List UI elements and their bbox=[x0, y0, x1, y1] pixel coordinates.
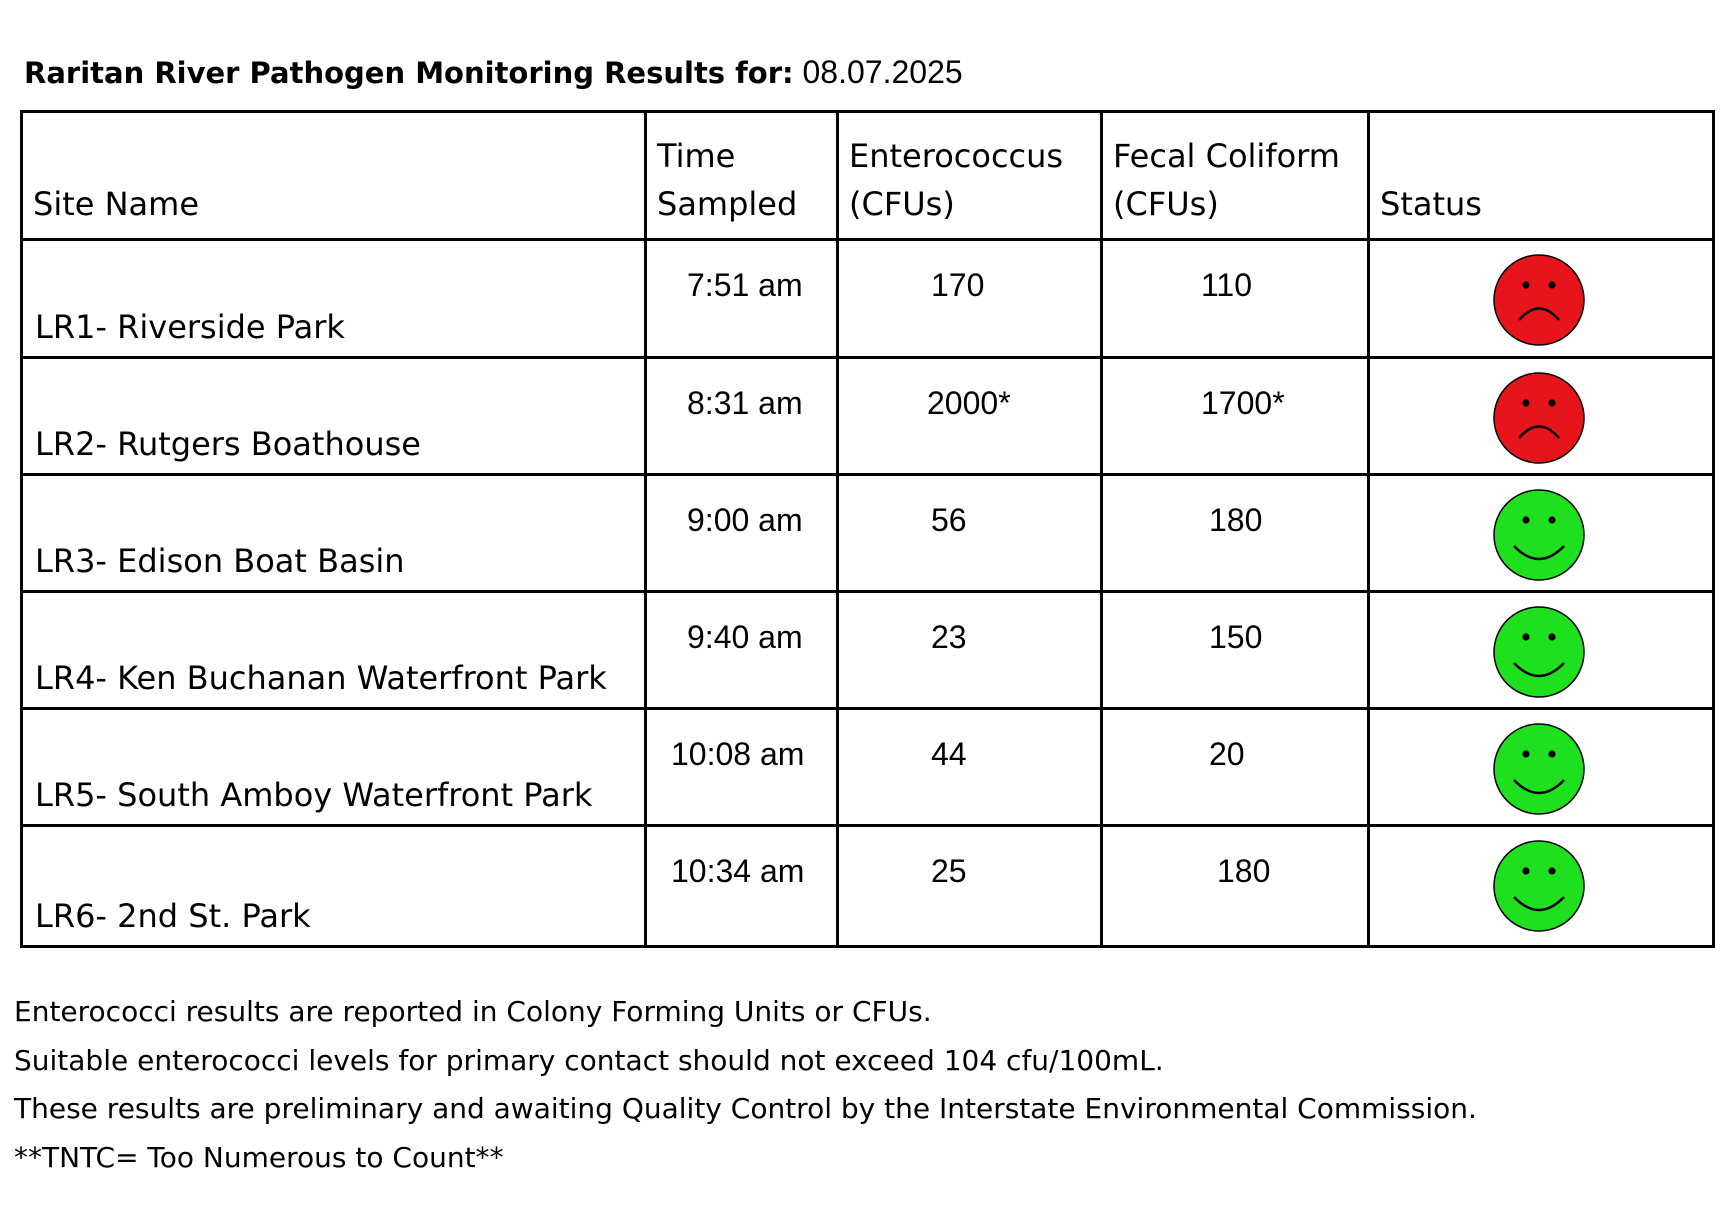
cell-enterococcus bbox=[838, 475, 1102, 592]
footnotes bbox=[14, 988, 1477, 1182]
table-row bbox=[22, 826, 1714, 947]
time-sampled: 9:40 am bbox=[687, 619, 803, 655]
table-row bbox=[22, 709, 1714, 826]
sad-face-icon bbox=[1492, 371, 1586, 465]
header-status: Status bbox=[1369, 112, 1714, 240]
results-table bbox=[20, 110, 1715, 948]
time-sampled: 7:51 am bbox=[687, 267, 803, 303]
title-date: 08.07.2025 bbox=[802, 54, 963, 90]
enterococcus-value: 23 bbox=[931, 619, 967, 655]
happy-face-icon bbox=[1492, 488, 1586, 582]
site-name: LR2- Rutgers Boathouse bbox=[35, 425, 421, 463]
header-site-name: Site Name bbox=[22, 112, 646, 240]
fecal-coliform-value: 180 bbox=[1217, 853, 1271, 889]
cell-fecal-coliform bbox=[1102, 475, 1369, 592]
fecal-coliform-value: 110 bbox=[1201, 267, 1253, 303]
cell-site-name bbox=[22, 709, 646, 826]
site-name: LR1- Riverside Park bbox=[35, 308, 345, 346]
cell-enterococcus bbox=[838, 709, 1102, 826]
enterococcus-value: 2000* bbox=[927, 385, 1011, 421]
time-sampled: 10:08 am bbox=[671, 736, 805, 772]
time-sampled: 8:31 am bbox=[687, 385, 803, 421]
cell-status bbox=[1369, 240, 1714, 358]
sad-face-icon bbox=[1492, 253, 1586, 347]
cell-enterococcus bbox=[838, 240, 1102, 358]
enterococcus-value: 56 bbox=[931, 502, 967, 538]
cell-status bbox=[1369, 358, 1714, 475]
fecal-coliform-value: 180 bbox=[1209, 502, 1263, 538]
page-title bbox=[24, 50, 963, 95]
cell-status bbox=[1369, 592, 1714, 709]
cell-fecal-coliform bbox=[1102, 240, 1369, 358]
cell-fecal-coliform bbox=[1102, 358, 1369, 475]
note-line: Suitable enterococci levels for primary contact should not exceed 104 cfu/100mL. bbox=[14, 1043, 1164, 1077]
fecal-coliform-value: 150 bbox=[1209, 619, 1263, 655]
enterococcus-value: 170 bbox=[931, 267, 985, 303]
cell-site-name bbox=[22, 358, 646, 475]
cell-enterococcus bbox=[838, 826, 1102, 947]
cell-site-name bbox=[22, 240, 646, 358]
enterococcus-value: 25 bbox=[931, 853, 967, 889]
cell-site-name bbox=[22, 826, 646, 947]
table-row bbox=[22, 358, 1714, 475]
cell-time-sampled bbox=[646, 475, 838, 592]
header-time-sampled: Time Sampled bbox=[646, 112, 838, 240]
cell-time-sampled bbox=[646, 240, 838, 358]
header-row bbox=[22, 112, 1714, 240]
site-name: LR3- Edison Boat Basin bbox=[35, 542, 405, 580]
note-line: **TNTC= Too Numerous to Count** bbox=[14, 1140, 504, 1174]
table-row bbox=[22, 592, 1714, 709]
cell-status bbox=[1369, 826, 1714, 947]
cell-status bbox=[1369, 475, 1714, 592]
cell-time-sampled bbox=[646, 826, 838, 947]
time-sampled: 10:34 am bbox=[671, 853, 805, 889]
cell-status bbox=[1369, 709, 1714, 826]
fecal-coliform-value: 20 bbox=[1209, 736, 1245, 772]
site-name: LR4- Ken Buchanan Waterfront Park bbox=[35, 659, 607, 697]
happy-face-icon bbox=[1492, 605, 1586, 699]
table-row bbox=[22, 240, 1714, 358]
header-fecal-coliform: Fecal Coliform (CFUs) bbox=[1102, 112, 1369, 240]
cell-fecal-coliform bbox=[1102, 709, 1369, 826]
note-line: These results are preliminary and awaiting Quality Control by the Interstate Environmental Commission. bbox=[14, 1092, 1477, 1125]
happy-face-icon bbox=[1492, 722, 1586, 816]
time-sampled: 9:00 am bbox=[687, 502, 803, 538]
cell-time-sampled bbox=[646, 709, 838, 826]
header-enterococcus: Enterococcus (CFUs) bbox=[838, 112, 1102, 240]
table-row bbox=[22, 475, 1714, 592]
site-name: LR6- 2nd St. Park bbox=[35, 897, 311, 935]
fecal-coliform-value: 1700* bbox=[1201, 385, 1285, 421]
cell-enterococcus bbox=[838, 358, 1102, 475]
cell-fecal-coliform bbox=[1102, 826, 1369, 947]
cell-fecal-coliform bbox=[1102, 592, 1369, 709]
note-line: Enterococci results are reported in Colony Forming Units or CFUs. bbox=[14, 995, 932, 1028]
happy-face-icon bbox=[1492, 839, 1586, 933]
cell-enterococcus bbox=[838, 592, 1102, 709]
cell-time-sampled bbox=[646, 592, 838, 709]
title-label: Raritan River Pathogen Monitoring Results for: bbox=[24, 56, 794, 90]
cell-site-name bbox=[22, 475, 646, 592]
cell-site-name bbox=[22, 592, 646, 709]
cell-time-sampled bbox=[646, 358, 838, 475]
enterococcus-value: 44 bbox=[931, 736, 967, 772]
site-name: LR5- South Amboy Waterfront Park bbox=[35, 776, 593, 814]
